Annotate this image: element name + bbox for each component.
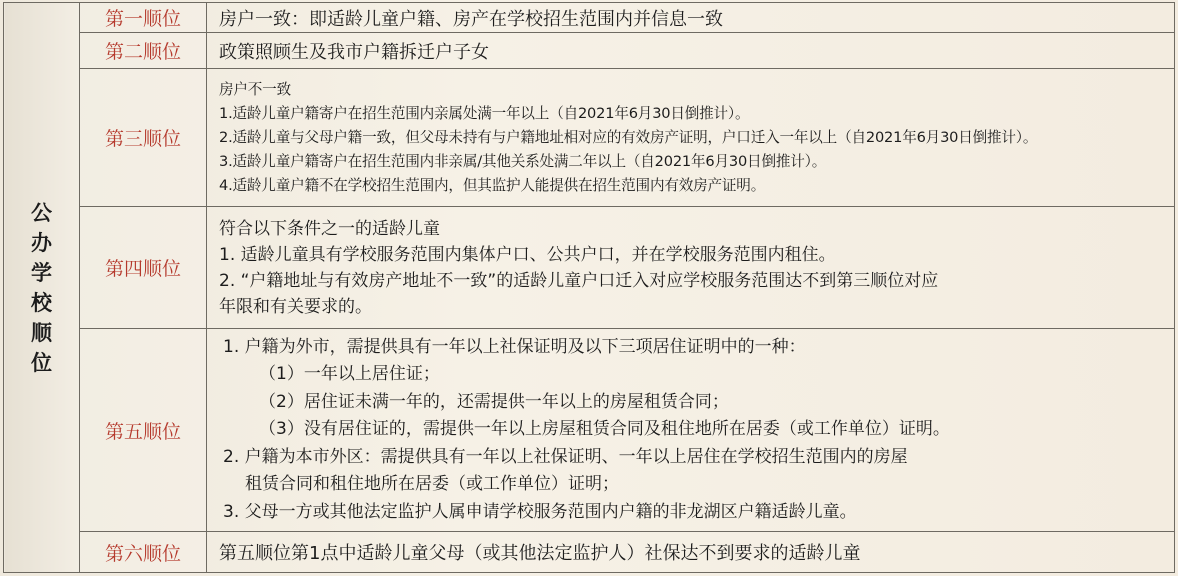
desc-line: 3. 父母一方或其他法定监护人属申请学校服务范围内户籍的非龙湖区户籍适龄儿童。 — [223, 501, 857, 522]
desc-line: 2. “户籍地址与有效房产地址不一致”的适龄儿童户口迁入对应学校服务范围达不到第三顺位对应 — [219, 270, 939, 291]
rank-description: 房户一致：即适龄儿童户籍、房产在学校招生范围内并信息一致 — [207, 3, 1175, 33]
rank-description: 第五顺位第1点中适龄儿童父母（或其他法定监护人）社保达不到要求的适龄儿童 — [207, 532, 1175, 573]
category-char: 公 — [31, 200, 52, 225]
table-row — [4, 329, 1175, 532]
category-char: 学 — [31, 260, 52, 285]
rank-label: 第三顺位 — [80, 69, 207, 207]
table-row — [4, 3, 1175, 33]
school-priority-table — [3, 2, 1175, 573]
rank-label: 第五顺位 — [80, 329, 207, 532]
rank-description — [207, 329, 1175, 532]
rank-label: 第一顺位 — [80, 3, 207, 33]
rank-description: 政策照顾生及我市户籍拆迁户子女 — [207, 33, 1175, 69]
table-row — [4, 69, 1175, 207]
table-row — [4, 207, 1175, 329]
rank-description — [207, 207, 1175, 329]
desc-line: 符合以下条件之一的适龄儿童 — [219, 218, 440, 239]
category-char: 办 — [31, 230, 52, 255]
category-char: 位 — [31, 350, 52, 375]
rank-label: 第四顺位 — [80, 207, 207, 329]
desc-line: （1）一年以上居住证； — [259, 364, 440, 385]
desc-line: 房户不一致 — [219, 80, 291, 98]
category-char: 顺 — [31, 320, 52, 345]
category-label — [4, 3, 80, 573]
desc-line: 1.适龄儿童户籍寄户在招生范围内亲属处满一年以上（自2021年6月30日倒推计）。 — [219, 104, 750, 122]
category-char — [4, 198, 79, 378]
table-row — [4, 33, 1175, 69]
desc-line: 2.适龄儿童与父母户籍一致，但父母未持有与户籍地址相对应的有效房产证明，户口迁入一年以上（自2021年6月30日倒推计）。 — [219, 128, 1038, 146]
desc-line: 1. 户籍为外市，需提供具有一年以上社保证明及以下三项居住证明中的一种： — [223, 336, 806, 357]
desc-line: 2. 户籍为本市外区：需提供具有一年以上社保证明、一年以上居住在学校招生范围内的房屋 — [223, 446, 908, 467]
rank-label: 第二顺位 — [80, 33, 207, 69]
rank-label: 第六顺位 — [80, 532, 207, 573]
desc-line: 4.适龄儿童户籍不在学校招生范围内，但其监护人能提供在招生范围内有效房产证明。 — [219, 176, 766, 194]
desc-line: （2）居住证未满一年的，还需提供一年以上的房屋租赁合同； — [259, 391, 729, 412]
desc-line: 租赁合同和租住地所在居委（或工作单位）证明； — [245, 474, 619, 495]
desc-line: （3）没有居住证的，需提供一年以上房屋租赁合同及租住地所在居委（或工作单位）证明。 — [259, 419, 950, 440]
table-row — [4, 532, 1175, 573]
rank-description — [207, 69, 1175, 207]
desc-line: 1. 适龄儿童具有学校服务范围内集体户口、公共户口，并在学校服务范围内租住。 — [219, 244, 836, 265]
desc-line: 年限和有关要求的。 — [219, 296, 372, 317]
desc-line: 3.适龄儿童户籍寄户在招生范围内非亲属/其他关系处满二年以上（自2021年6月30日倒推计）。 — [219, 152, 827, 170]
category-char: 校 — [31, 290, 52, 315]
